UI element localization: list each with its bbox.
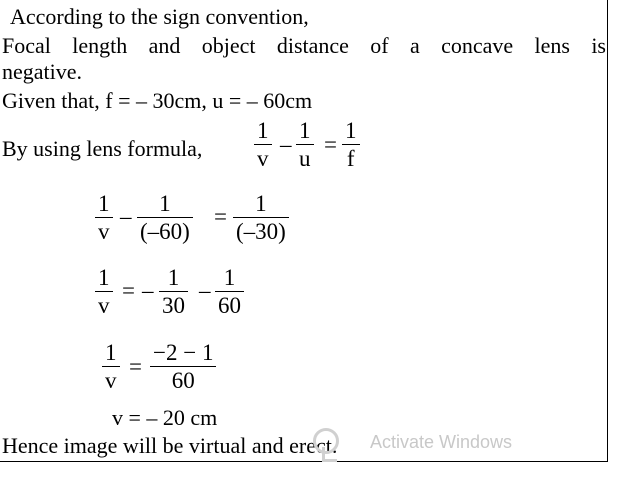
numerator: 1 [167, 265, 180, 290]
step3-fraction-minus3-over-60 [150, 339, 216, 394]
denominator: 30 [162, 293, 185, 319]
text-line-3: negative. [2, 59, 83, 84]
fraction-1-over-v [254, 117, 272, 172]
text-line-2: Focal length and object distance of a concave lens is [2, 33, 606, 58]
user-icon [313, 428, 339, 454]
equals-sign: = [324, 132, 337, 157]
denominator: v [105, 368, 117, 394]
conclusion-line: Hence image will be virtual and erect. [2, 433, 338, 458]
numerator: 1 [345, 118, 357, 143]
numerator: 1 [257, 118, 269, 143]
equals-sign: = [129, 354, 142, 379]
numerator: −2 − 1 [153, 340, 214, 365]
minus-sign: – [280, 132, 292, 157]
denominator: v [98, 219, 110, 245]
given-values: Given that, f = – 30cm, u = – 60cm [2, 88, 313, 113]
denominator: (–30) [236, 219, 286, 245]
denominator: v [98, 293, 110, 319]
step2-fraction-1-over-v [95, 264, 113, 319]
numerator: 1 [98, 191, 110, 216]
fraction-1-over-u [296, 117, 314, 172]
activate-windows-watermark: Activate Windows [370, 432, 513, 452]
step1-fraction-1-over-minus30 [233, 190, 289, 245]
equals-sign: = [214, 204, 227, 229]
text-line-1: According to the sign convention, [10, 4, 309, 29]
denominator: u [299, 146, 311, 172]
numerator: 1 [98, 265, 110, 290]
minus-sign: – [142, 278, 154, 303]
numerator: 1 [255, 191, 267, 216]
numerator: 1 [105, 340, 117, 365]
step2-fraction-1-over-60 [215, 264, 244, 319]
result-line: v = – 20 cm [112, 405, 218, 430]
denominator: f [346, 146, 355, 172]
step3-fraction-1-over-v [102, 339, 120, 394]
step1-fraction-1-over-minus60 [137, 190, 193, 245]
denominator: (–60) [140, 219, 190, 245]
numerator: 1 [223, 265, 236, 290]
minus-sign: – [120, 204, 132, 229]
step2-fraction-1-over-30 [159, 264, 188, 319]
fraction-1-over-f [342, 117, 360, 172]
equals-sign: = [122, 278, 135, 303]
numerator: 1 [159, 191, 171, 216]
numerator: 1 [299, 118, 311, 143]
denominator: 60 [218, 293, 241, 319]
denominator: 60 [171, 368, 195, 394]
lens-formula-label: By using lens formula, [2, 136, 203, 161]
step1-fraction-1-over-v [95, 190, 113, 245]
denominator: v [257, 146, 269, 172]
minus-sign: – [199, 278, 211, 303]
